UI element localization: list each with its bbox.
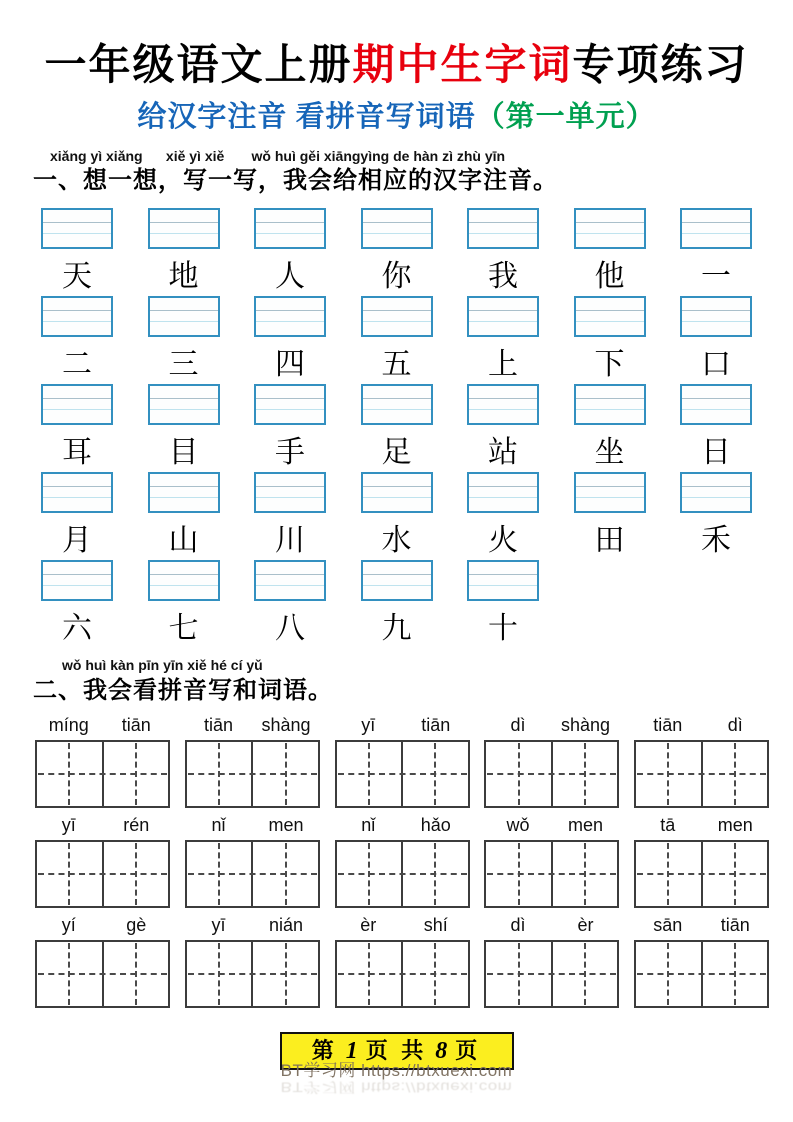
tianzige-writing-grid[interactable] bbox=[335, 840, 470, 908]
word-group bbox=[484, 916, 619, 1008]
title-part-black1: 一年级语文上册 bbox=[44, 43, 353, 89]
pinyin-labels bbox=[35, 716, 170, 740]
pinyin-label: dì bbox=[510, 914, 526, 935]
hanzi-character: 下 bbox=[594, 347, 625, 381]
tianzige-cell[interactable] bbox=[37, 942, 102, 1006]
hanzi-character: 手 bbox=[275, 435, 305, 469]
tianzige-cell[interactable] bbox=[551, 942, 618, 1006]
annotation-cell bbox=[467, 472, 539, 560]
tianzige-writing-grid[interactable] bbox=[35, 740, 170, 808]
tianzige-cell[interactable] bbox=[486, 742, 551, 806]
pinyin-label: èr bbox=[360, 914, 377, 935]
tianzige-cell[interactable] bbox=[37, 742, 102, 806]
annotation-cell bbox=[361, 560, 433, 648]
annotation-cell bbox=[254, 560, 326, 648]
annotation-cell bbox=[574, 296, 646, 384]
hanzi-character: 月 bbox=[62, 523, 92, 557]
tianzige-cell[interactable] bbox=[187, 942, 252, 1006]
annotation-cell bbox=[41, 384, 113, 472]
tianzige-writing-grid[interactable] bbox=[484, 740, 619, 808]
tianzige-cell[interactable] bbox=[102, 942, 169, 1006]
pinyin-writing-box[interactable] bbox=[574, 472, 646, 513]
tianzige-cell[interactable] bbox=[401, 742, 468, 806]
annotation-cell bbox=[254, 208, 326, 296]
section1-row bbox=[41, 384, 752, 472]
annotation-cell bbox=[254, 472, 326, 560]
pinyin-writing-box[interactable] bbox=[361, 296, 433, 337]
pinyin-label: hǎo bbox=[420, 814, 451, 835]
hanzi-character: 五 bbox=[381, 347, 412, 381]
pinyin-labels bbox=[484, 716, 619, 740]
hanzi-character: 口 bbox=[701, 347, 731, 381]
tianzige-cell[interactable] bbox=[551, 742, 618, 806]
tianzige-cell[interactable] bbox=[187, 842, 252, 906]
section1-row bbox=[41, 472, 752, 560]
pinyin-writing-box[interactable] bbox=[574, 384, 646, 425]
annotation-cell bbox=[574, 384, 646, 472]
tianzige-writing-grid[interactable] bbox=[335, 740, 470, 808]
hanzi-character: 日 bbox=[701, 435, 731, 469]
tianzige-writing-grid[interactable] bbox=[35, 940, 170, 1008]
hanzi-character: 十 bbox=[488, 611, 518, 645]
pinyin-label: nǐ bbox=[361, 814, 376, 835]
pinyin-labels bbox=[335, 916, 470, 940]
hanzi-character: 坐 bbox=[594, 435, 625, 469]
hanzi-character: 我 bbox=[488, 259, 518, 293]
hanzi-character: 三 bbox=[168, 347, 199, 381]
pinyin-writing-box[interactable] bbox=[361, 560, 433, 601]
annotation-cell bbox=[148, 560, 220, 648]
pinyin-label: sān bbox=[653, 914, 683, 935]
word-group bbox=[634, 816, 769, 908]
tianzige-cell[interactable] bbox=[636, 742, 701, 806]
page-label-middle: 页 共 bbox=[365, 1037, 428, 1063]
hanzi-character: 火 bbox=[488, 523, 518, 557]
page-footer bbox=[0, 1032, 793, 1095]
pinyin-writing-box[interactable] bbox=[680, 296, 752, 337]
pinyin-label: tiān bbox=[203, 714, 234, 735]
pinyin-writing-box[interactable] bbox=[574, 208, 646, 249]
tianzige-cell[interactable] bbox=[401, 842, 468, 906]
pinyin-writing-box[interactable] bbox=[467, 384, 539, 425]
hanzi-character: 六 bbox=[62, 611, 92, 645]
tianzige-writing-grid[interactable] bbox=[185, 740, 320, 808]
hanzi-character: 八 bbox=[275, 611, 305, 645]
tianzige-cell[interactable] bbox=[636, 942, 701, 1006]
annotation-cell bbox=[574, 208, 646, 296]
pinyin-writing-box[interactable] bbox=[361, 472, 433, 513]
pinyin-writing-box[interactable] bbox=[41, 472, 113, 513]
word-group bbox=[335, 916, 470, 1008]
hanzi-character: 四 bbox=[275, 347, 305, 381]
pinyin-writing-box[interactable] bbox=[680, 208, 752, 249]
pinyin-label: tā bbox=[660, 814, 676, 835]
pinyin-writing-box[interactable] bbox=[254, 472, 326, 513]
pinyin-label: yī bbox=[361, 714, 376, 735]
annotation-cell bbox=[148, 296, 220, 384]
pinyin-label: èr bbox=[577, 914, 594, 935]
hanzi-character: 九 bbox=[381, 611, 412, 645]
pinyin-labels bbox=[335, 816, 470, 840]
subtitle-blue-text: 给汉字注音 看拼音写词语 bbox=[137, 101, 476, 134]
hanzi-character: 一 bbox=[701, 259, 731, 293]
hanzi-character: 田 bbox=[594, 523, 625, 557]
page-label-prefix: 第 bbox=[311, 1037, 338, 1063]
pinyin-label: nián bbox=[268, 914, 304, 935]
pinyin-label: nǐ bbox=[211, 814, 226, 835]
section1-row bbox=[41, 208, 752, 296]
watermark-reflection: BT学习网 https://btxuexi.com bbox=[280, 1079, 513, 1095]
annotation-cell bbox=[467, 560, 539, 648]
pinyin-label: yī bbox=[61, 814, 76, 835]
pinyin-labels bbox=[185, 916, 320, 940]
pinyin-label: yī bbox=[211, 914, 226, 935]
pinyin-writing-box[interactable] bbox=[467, 472, 539, 513]
pinyin-label: shí bbox=[423, 914, 448, 935]
word-group bbox=[335, 716, 470, 808]
word-group bbox=[35, 816, 170, 908]
tianzige-writing-grid[interactable] bbox=[335, 940, 470, 1008]
pinyin-labels bbox=[335, 716, 470, 740]
tianzige-cell[interactable] bbox=[102, 742, 169, 806]
word-group bbox=[185, 916, 320, 1008]
pinyin-writing-box[interactable] bbox=[148, 384, 220, 425]
pinyin-labels bbox=[634, 916, 769, 940]
tianzige-cell[interactable] bbox=[251, 842, 318, 906]
tianzige-writing-grid[interactable] bbox=[35, 840, 170, 908]
page-label-suffix: 页 bbox=[455, 1037, 482, 1063]
section1-pinyin-hint: xiǎng yì xiǎng xiě yì xiě wǒ huì gěi xiāngyìng de hàn zì zhù yīn bbox=[50, 148, 506, 165]
pinyin-writing-box[interactable] bbox=[41, 208, 113, 249]
pinyin-label: wǒ bbox=[506, 814, 530, 835]
hanzi-character: 地 bbox=[168, 259, 199, 293]
pinyin-label: gè bbox=[126, 914, 147, 935]
hanzi-character: 足 bbox=[381, 435, 412, 469]
annotation-cell bbox=[467, 208, 539, 296]
pinyin-label: tiān bbox=[653, 714, 683, 735]
section2-row bbox=[35, 816, 769, 908]
annotation-cell bbox=[148, 208, 220, 296]
section1-row bbox=[41, 296, 752, 384]
annotation-cell bbox=[148, 472, 220, 560]
annotation-cell bbox=[467, 296, 539, 384]
pinyin-labels bbox=[484, 816, 619, 840]
hanzi-character: 站 bbox=[488, 435, 518, 469]
tianzige-cell[interactable] bbox=[636, 842, 701, 906]
pinyin-label: tiān bbox=[720, 914, 750, 935]
pinyin-label: tiān bbox=[121, 714, 151, 735]
tianzige-cell[interactable] bbox=[701, 942, 768, 1006]
pinyin-label: dì bbox=[727, 714, 743, 735]
pinyin-labels bbox=[634, 816, 769, 840]
hanzi-character: 山 bbox=[168, 523, 199, 557]
tianzige-cell[interactable] bbox=[701, 842, 768, 906]
hanzi-character: 水 bbox=[381, 523, 412, 557]
tianzige-writing-grid[interactable] bbox=[634, 940, 769, 1008]
pinyin-labels bbox=[185, 716, 320, 740]
page-title bbox=[0, 42, 793, 90]
section1-row bbox=[41, 560, 752, 648]
hanzi-character: 目 bbox=[168, 435, 199, 469]
tianzige-cell[interactable] bbox=[102, 842, 169, 906]
hanzi-character: 他 bbox=[594, 259, 625, 293]
word-group bbox=[634, 716, 769, 808]
pinyin-writing-box[interactable] bbox=[41, 296, 113, 337]
annotation-cell bbox=[361, 384, 433, 472]
pinyin-labels bbox=[634, 716, 769, 740]
section2-row bbox=[35, 716, 769, 808]
section2-word-grid-rows bbox=[35, 716, 769, 1008]
pinyin-writing-box[interactable] bbox=[148, 208, 220, 249]
page-number: 1 bbox=[345, 1037, 358, 1064]
pinyin-writing-box[interactable] bbox=[254, 296, 326, 337]
pinyin-label: yí bbox=[61, 914, 76, 935]
pinyin-writing-box[interactable] bbox=[41, 560, 113, 601]
tianzige-cell[interactable] bbox=[337, 742, 402, 806]
pinyin-label: míng bbox=[48, 714, 89, 735]
tianzige-cell[interactable] bbox=[551, 842, 618, 906]
subtitle-green-unit: （第一单元） bbox=[475, 101, 656, 134]
pinyin-writing-box[interactable] bbox=[680, 472, 752, 513]
pinyin-writing-box[interactable] bbox=[574, 296, 646, 337]
annotation-cell bbox=[254, 296, 326, 384]
page-subtitle bbox=[0, 100, 793, 135]
tianzige-cell[interactable] bbox=[37, 842, 102, 906]
section2-heading: 二、我会看拼音写和词语。 bbox=[33, 677, 333, 704]
annotation-cell bbox=[680, 296, 752, 384]
annotation-cell bbox=[680, 472, 752, 560]
annotation-cell bbox=[680, 384, 752, 472]
page-total-number: 8 bbox=[435, 1037, 448, 1064]
annotation-cell bbox=[361, 472, 433, 560]
tianzige-writing-grid[interactable] bbox=[484, 940, 619, 1008]
pinyin-writing-box[interactable] bbox=[467, 296, 539, 337]
annotation-cell bbox=[41, 560, 113, 648]
annotation-cell bbox=[41, 296, 113, 384]
pinyin-writing-box[interactable] bbox=[41, 384, 113, 425]
hanzi-character: 天 bbox=[62, 259, 92, 293]
pinyin-label: men bbox=[717, 814, 753, 835]
watermark-text: BT学习网 https://btxuexi.com bbox=[280, 1060, 513, 1080]
section1-heading: 一、想一想，写一写，我会给相应的汉字注音。 bbox=[33, 168, 558, 195]
word-group bbox=[185, 816, 320, 908]
pinyin-writing-box[interactable] bbox=[148, 560, 220, 601]
tianzige-writing-grid[interactable] bbox=[634, 740, 769, 808]
tianzige-cell[interactable] bbox=[701, 742, 768, 806]
pinyin-label: shàng bbox=[560, 714, 611, 735]
tianzige-writing-grid[interactable] bbox=[185, 940, 320, 1008]
word-group bbox=[35, 716, 170, 808]
annotation-cell bbox=[148, 384, 220, 472]
hanzi-character: 耳 bbox=[62, 435, 92, 469]
tianzige-cell[interactable] bbox=[337, 842, 402, 906]
annotation-cell bbox=[41, 472, 113, 560]
tianzige-cell[interactable] bbox=[401, 942, 468, 1006]
pinyin-labels bbox=[35, 916, 170, 940]
pinyin-writing-box[interactable] bbox=[467, 208, 539, 249]
pinyin-label: men bbox=[567, 814, 603, 835]
word-group bbox=[484, 816, 619, 908]
tianzige-writing-grid[interactable] bbox=[634, 840, 769, 908]
annotation-cell bbox=[574, 472, 646, 560]
pinyin-label: tiān bbox=[421, 714, 451, 735]
tianzige-writing-grid[interactable] bbox=[484, 840, 619, 908]
hanzi-character: 二 bbox=[62, 347, 92, 381]
title-part-red-highlight: 期中生字词 bbox=[352, 43, 573, 89]
annotation-cell bbox=[361, 208, 433, 296]
pinyin-writing-box[interactable] bbox=[680, 384, 752, 425]
tianzige-cell[interactable] bbox=[486, 942, 551, 1006]
hanzi-character: 川 bbox=[275, 523, 305, 557]
word-group bbox=[35, 916, 170, 1008]
word-group bbox=[634, 916, 769, 1008]
section1-annotation-rows bbox=[41, 208, 752, 648]
hanzi-character: 上 bbox=[488, 347, 518, 381]
pinyin-label: dì bbox=[510, 714, 526, 735]
hanzi-character: 禾 bbox=[701, 523, 731, 557]
section2-row bbox=[35, 916, 769, 1008]
pinyin-labels bbox=[185, 816, 320, 840]
pinyin-writing-box[interactable] bbox=[254, 560, 326, 601]
hanzi-character: 你 bbox=[381, 259, 412, 293]
annotation-cell bbox=[361, 296, 433, 384]
word-group bbox=[484, 716, 619, 808]
pinyin-label: men bbox=[268, 814, 304, 835]
pinyin-label: rén bbox=[123, 814, 150, 835]
section2-pinyin-hint: wǒ huì kàn pīn yīn xiě hé cí yǔ bbox=[62, 657, 263, 674]
pinyin-writing-box[interactable] bbox=[467, 560, 539, 601]
word-group bbox=[185, 716, 320, 808]
hanzi-character: 人 bbox=[275, 259, 305, 293]
annotation-cell bbox=[680, 208, 752, 296]
pinyin-writing-box[interactable] bbox=[254, 208, 326, 249]
pinyin-writing-box[interactable] bbox=[148, 296, 220, 337]
tianzige-cell[interactable] bbox=[187, 742, 252, 806]
tianzige-cell[interactable] bbox=[251, 742, 318, 806]
pinyin-writing-box[interactable] bbox=[361, 384, 433, 425]
hanzi-character: 七 bbox=[168, 611, 199, 645]
pinyin-writing-box[interactable] bbox=[361, 208, 433, 249]
tianzige-writing-grid[interactable] bbox=[185, 840, 320, 908]
annotation-cell bbox=[467, 384, 539, 472]
tianzige-cell[interactable] bbox=[486, 842, 551, 906]
pinyin-labels bbox=[484, 916, 619, 940]
pinyin-labels bbox=[35, 816, 170, 840]
pinyin-writing-box[interactable] bbox=[254, 384, 326, 425]
tianzige-cell[interactable] bbox=[251, 942, 318, 1006]
annotation-cell bbox=[254, 384, 326, 472]
tianzige-cell[interactable] bbox=[337, 942, 402, 1006]
word-group bbox=[335, 816, 470, 908]
title-part-black2: 专项练习 bbox=[572, 43, 749, 89]
pinyin-writing-box[interactable] bbox=[148, 472, 220, 513]
annotation-cell bbox=[41, 208, 113, 296]
pinyin-label: shàng bbox=[261, 714, 311, 735]
